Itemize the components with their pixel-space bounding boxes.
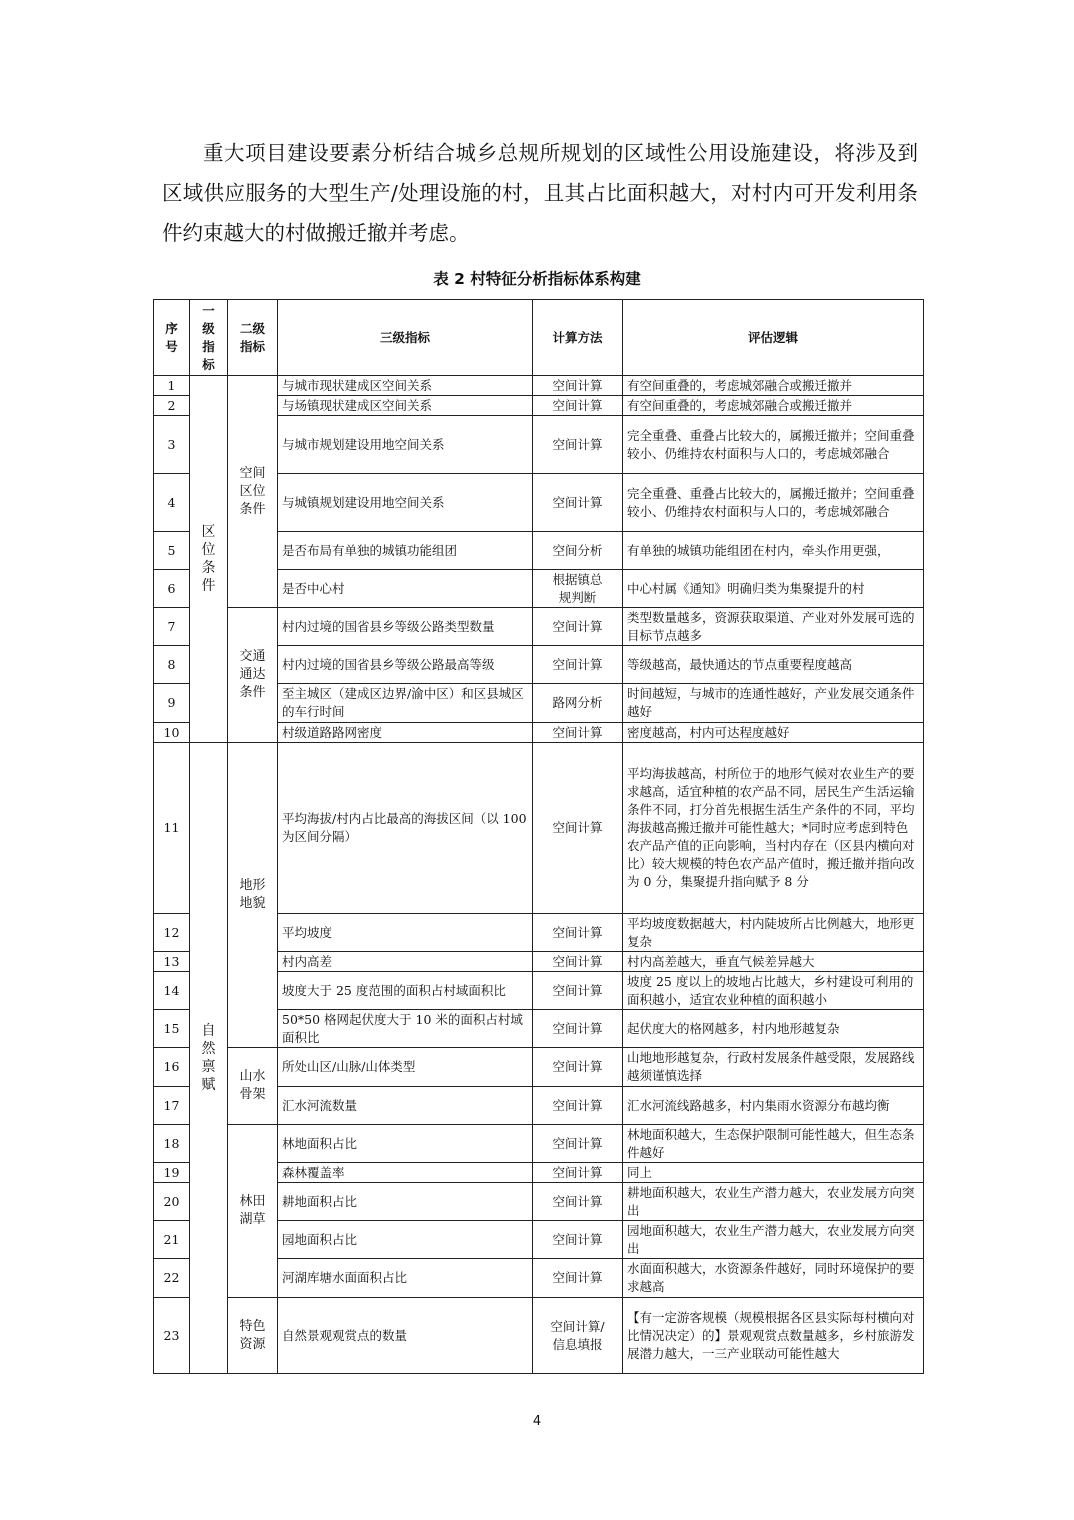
level1-group: 区位条件: [190, 376, 228, 743]
header-method: 计算方法: [533, 300, 623, 376]
page-number: 4: [532, 1414, 542, 1429]
row-logic: 完全重叠、重叠占比较大的，属搬迁撤并；空间重叠较小、仍维持农村面积与人口的，考虑城郊融合: [623, 416, 924, 474]
row-index: 16: [154, 1048, 190, 1087]
row-indicator: 与城市现状建成区空间关系: [278, 376, 533, 396]
table-row: [154, 1125, 924, 1163]
row-logic: 有空间重叠的，考虑城郊融合或搬迁撤并: [623, 396, 924, 416]
level1-group: 自然禀赋: [190, 743, 228, 1374]
row-index: 2: [154, 396, 190, 416]
table-header-row: [154, 300, 924, 376]
row-logic: 山地地形越复杂，行政村发展条件越受限，发展路线越须谨慎选择: [623, 1048, 924, 1087]
row-indicator: 汇水河流数量: [278, 1087, 533, 1125]
level2-group: 空间区位条件: [228, 376, 278, 608]
row-logic: 林地面积越大，生态保护限制可能性越大，但生态条件越好: [623, 1125, 924, 1163]
row-logic: 类型数量越多，资源获取渠道、产业对外发展可选的目标节点越多: [623, 608, 924, 646]
row-index: 9: [154, 684, 190, 723]
row-logic: 有单独的城镇功能组团在村内，牵头作用更强，: [623, 532, 924, 570]
table-row: [154, 1048, 924, 1087]
row-method: 空间计算: [533, 914, 623, 952]
level2-group: 山水骨架: [228, 1048, 278, 1125]
row-index: 17: [154, 1087, 190, 1125]
row-indicator: 村级道路路网密度: [278, 723, 533, 743]
row-method: 空间计算: [533, 1125, 623, 1163]
row-logic: 中心村属《通知》明确归类为集聚提升的村: [623, 570, 924, 608]
row-indicator: 自然景观观赏点的数量: [278, 1298, 533, 1374]
table-row: [154, 608, 924, 646]
row-indicator: 平均坡度: [278, 914, 533, 952]
row-indicator: 园地面积占比: [278, 1221, 533, 1259]
row-indicator: 与场镇现状建成区空间关系: [278, 396, 533, 416]
row-index: 23: [154, 1298, 190, 1374]
level2-group: 特色资源: [228, 1298, 278, 1374]
table-row: [154, 1298, 924, 1374]
row-method: 空间计算: [533, 723, 623, 743]
row-logic: 平均坡度数据越大，村内陡坡所占比例越大，地形更复杂: [623, 914, 924, 952]
row-logic: 村内高差越大，垂直气候差异越大: [623, 952, 924, 972]
row-method: 空间计算: [533, 1163, 623, 1183]
header-level2: 二级指标: [228, 300, 278, 376]
header-level3: 三级指标: [278, 300, 533, 376]
row-index: 20: [154, 1183, 190, 1221]
row-index: 15: [154, 1010, 190, 1048]
row-index: 19: [154, 1163, 190, 1183]
row-logic: 耕地面积越大，农业生产潜力越大，农业发展方向突出: [623, 1183, 924, 1221]
row-index: 6: [154, 570, 190, 608]
row-index: 7: [154, 608, 190, 646]
row-method: 空间计算: [533, 952, 623, 972]
row-indicator: 50*50 格网起伏度大于 10 米的面积占村域面积比: [278, 1010, 533, 1048]
row-logic: 起伏度大的格网越多，村内地形越复杂: [623, 1010, 924, 1048]
row-indicator: 村内高差: [278, 952, 533, 972]
header-index: 序号: [154, 300, 190, 376]
row-indicator: 耕地面积占比: [278, 1183, 533, 1221]
row-indicator: 是否布局有单独的城镇功能组团: [278, 532, 533, 570]
row-logic: 完全重叠、重叠占比较大的，属搬迁撤并；空间重叠较小、仍维持农村面积与人口的，考虑城郊融合: [623, 474, 924, 532]
table-row: [154, 743, 924, 914]
row-index: 5: [154, 532, 190, 570]
row-indicator: 森林覆盖率: [278, 1163, 533, 1183]
row-index: 11: [154, 743, 190, 914]
row-logic: 水面面积越大，水资源条件越好，同时环境保护的要求越高: [623, 1259, 924, 1298]
row-logic: 时间越短，与城市的连通性越好，产业发展交通条件越好: [623, 684, 924, 723]
header-logic: 评估逻辑: [623, 300, 924, 376]
row-method: 空间计算: [533, 1048, 623, 1087]
row-method: 路网分析: [533, 684, 623, 723]
row-logic: 【有一定游客规模（规模根据各区县实际每村横向对比情况决定）的】景观观赏点数量越多，乡村旅游发展潜力越大，一三产业联动可能性越大: [623, 1298, 924, 1374]
row-index: 1: [154, 376, 190, 396]
row-indicator: 至主城区（建成区边界/渝中区）和区县城区的车行时间: [278, 684, 533, 723]
row-logic: 同上: [623, 1163, 924, 1183]
row-method: 空间计算: [533, 1010, 623, 1048]
row-index: 18: [154, 1125, 190, 1163]
row-logic: 有空间重叠的，考虑城郊融合或搬迁撤并: [623, 376, 924, 396]
table-row: [154, 376, 924, 396]
level2-group: 交通通达条件: [228, 608, 278, 743]
level2-group: 林田湖草: [228, 1125, 278, 1298]
row-method: 空间计算: [533, 972, 623, 1010]
row-index: 22: [154, 1259, 190, 1298]
body-paragraph: 重大项目建设要素分析结合城乡总规所规划的区域性公用设施建设，将涉及到区域供应服务的大型生产/处理设施的村，且其占比面积越大，对村内可开发利用条件约束越大的村做搬迁撤并考虑。: [162, 141, 918, 245]
row-method: 空间计算: [533, 1221, 623, 1259]
row-method: 根据镇总规判断: [533, 570, 623, 608]
row-indicator: 与城市规划建设用地空间关系: [278, 416, 533, 474]
row-logic: 平均海拔越高，村所位于的地形气候对农业生产的要求越高，适宜种植的农产品不同，居民生产生活运输条件不同，打分首先根据生活生产条件的不同，平均海拔越高搬迁撤并可能性越大；*同时应考虑到特色农产品产值的正向影响，当村内存在（区县内横向对比）较大规模的特色农产品产值时，搬迁撤并指向改为 0 分，集聚提升指向赋予 8 分: [623, 743, 924, 914]
row-method: 空间计算: [533, 376, 623, 396]
table-caption: 表 2 村特征分析指标体系构建: [433, 270, 641, 288]
row-method: 空间计算/信息填报: [533, 1298, 623, 1374]
row-index: 10: [154, 723, 190, 743]
row-index: 3: [154, 416, 190, 474]
row-indicator: 平均海拔/村内占比最高的海拔区间（以 100 为区间分隔）: [278, 743, 533, 914]
row-indicator: 与城镇规划建设用地空间关系: [278, 474, 533, 532]
row-logic: 坡度 25 度以上的坡地占比越大，乡村建设可利用的面积越小，适宜农业种植的面积越小: [623, 972, 924, 1010]
row-method: 空间计算: [533, 1087, 623, 1125]
row-indicator: 是否中心村: [278, 570, 533, 608]
row-index: 8: [154, 646, 190, 684]
row-method: 空间分析: [533, 532, 623, 570]
row-index: 14: [154, 972, 190, 1010]
row-indicator: 所处山区/山脉/山体类型: [278, 1048, 533, 1087]
row-logic: 园地面积越大，农业生产潜力越大，农业发展方向突出: [623, 1221, 924, 1259]
row-method: 空间计算: [533, 608, 623, 646]
row-logic: 等级越高，最快通达的节点重要程度越高: [623, 646, 924, 684]
row-method: 空间计算: [533, 474, 623, 532]
row-index: 21: [154, 1221, 190, 1259]
row-method: 空间计算: [533, 743, 623, 914]
row-method: 空间计算: [533, 1183, 623, 1221]
row-method: 空间计算: [533, 396, 623, 416]
row-logic: 汇水河流线路越多，村内集雨水资源分布越均衡: [623, 1087, 924, 1125]
row-index: 12: [154, 914, 190, 952]
row-method: 空间计算: [533, 646, 623, 684]
row-logic: 密度越高，村内可达程度越好: [623, 723, 924, 743]
row-index: 13: [154, 952, 190, 972]
row-indicator: 村内过境的国省县乡等级公路类型数量: [278, 608, 533, 646]
row-method: 空间计算: [533, 1259, 623, 1298]
indicator-table: [153, 299, 924, 1374]
row-indicator: 河湖库塘水面面积占比: [278, 1259, 533, 1298]
header-level1: 一级指标: [190, 300, 228, 376]
level2-group: 地形地貌: [228, 743, 278, 1048]
row-method: 空间计算: [533, 416, 623, 474]
row-indicator: 坡度大于 25 度范围的面积占村域面积比: [278, 972, 533, 1010]
row-indicator: 村内过境的国省县乡等级公路最高等级: [278, 646, 533, 684]
row-indicator: 林地面积占比: [278, 1125, 533, 1163]
row-index: 4: [154, 474, 190, 532]
